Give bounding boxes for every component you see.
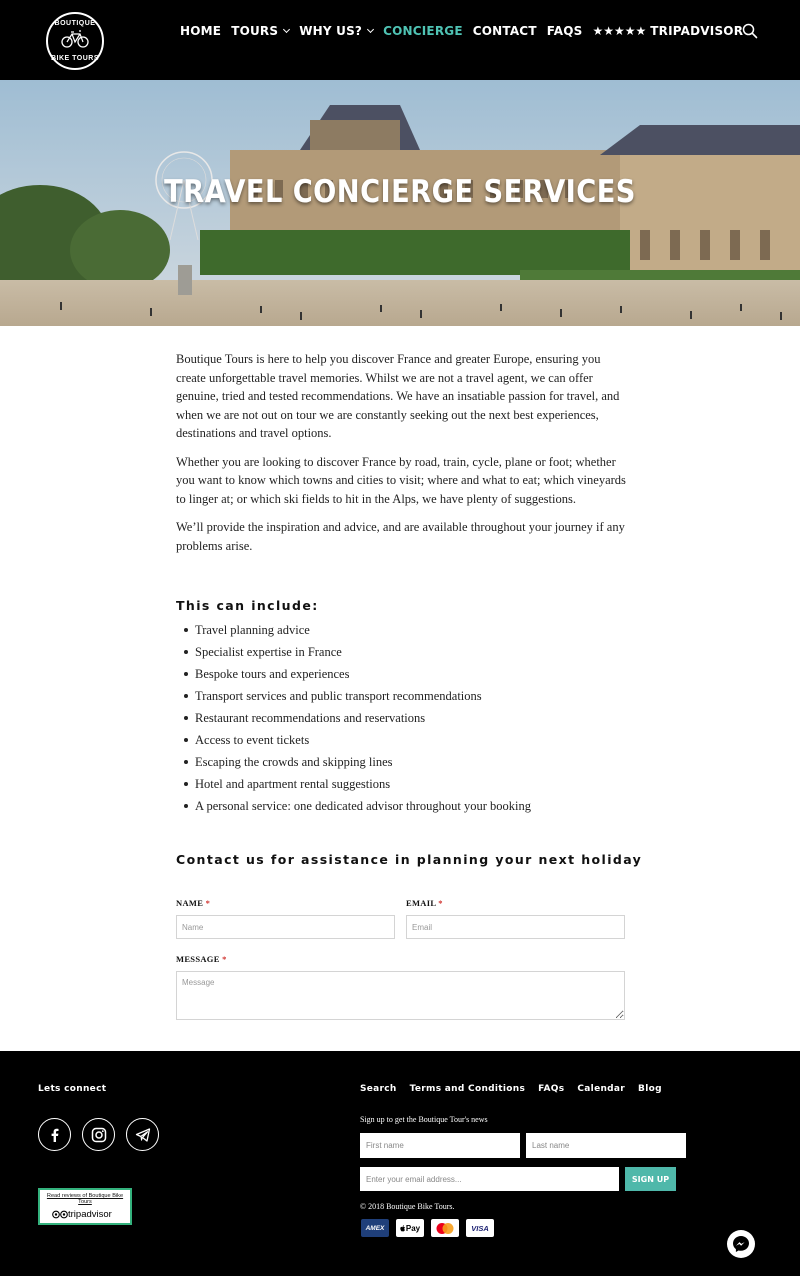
footer-link-terms[interactable]: Terms and Conditions [409,1084,526,1094]
visa-icon [466,1219,494,1237]
first-name-input[interactable] [360,1133,520,1158]
hero-banner [0,80,800,326]
logo[interactable] [46,12,104,70]
nav-contact[interactable] [473,24,537,38]
name-field[interactable] [176,915,395,939]
footer-link-faqs[interactable]: FAQs [538,1084,565,1094]
tripadvisor-logo [52,1209,112,1220]
search-icon[interactable] [742,23,758,39]
main-nav [180,22,743,40]
list-item: Access to event tickets [195,729,531,751]
amex-icon [361,1219,389,1237]
facebook-icon [48,1128,62,1142]
newsletter-email-input[interactable] [360,1167,619,1191]
nav-tripadvisor[interactable] [592,24,743,38]
email-label-text: EMAIL [406,898,436,908]
contact-heading: Contact us for assistance in planning your next holiday [176,852,643,867]
nav-faqs-label: FAQS [546,24,583,38]
nav-home-label: HOME [180,24,222,38]
apple-pay-icon [396,1219,424,1237]
list-item: Specialist expertise in France [195,641,531,663]
instagram-icon [91,1127,107,1143]
instagram-button[interactable] [82,1118,115,1151]
mastercard-icon [431,1219,459,1237]
mastercard-circles [435,1222,455,1235]
required-mark: * [205,898,211,908]
telegram-button[interactable] [126,1118,159,1151]
nav-tripadvisor-label: TRIPADVISOR [650,24,744,38]
telegram-icon [135,1127,151,1143]
list-item: Bespoke tours and experiences [195,663,531,685]
list-item: Travel planning advice [195,619,531,641]
nav-concierge[interactable] [383,24,463,38]
tripadvisor-owl-icon [52,1210,68,1219]
required-mark: * [222,954,227,964]
footer-link-search[interactable]: Search [360,1084,397,1094]
list-item: Hotel and apartment rental suggestions [195,773,531,795]
nav-why-us[interactable] [299,24,373,38]
nav-why-us-label: WHY US? [299,24,363,38]
message-field[interactable] [176,971,625,1020]
tripadvisor-badge[interactable] [38,1188,132,1225]
signup-button[interactable]: SIGN UP [625,1167,676,1191]
bicycle-icon [61,28,89,50]
footer-links [360,1084,662,1094]
email-label [406,898,443,908]
copyright: © 2018 Boutique Bike Tours. [360,1202,455,1211]
intro-paragraph: We’ll provide the inspiration and advice, and are available throughout your journey if any problems arise. [176,520,625,553]
logo-bottom-text: BIKE TOURS [50,55,100,62]
message-label-text: MESSAGE [176,954,220,964]
footer-link-blog[interactable]: Blog [638,1084,662,1094]
name-label [176,898,210,908]
nav-contact-label: CONTACT [472,24,537,38]
email-field[interactable] [406,915,625,939]
site-header [0,0,800,80]
nav-concierge-label: CONCIERGE [383,24,463,38]
nav-tours-label: TOURS [231,24,279,38]
amex-label: AMEX [365,1224,385,1232]
list-item: Transport services and public transport recommendations [195,685,531,707]
tripadvisor-logo-text: tripadvisor [68,1209,112,1220]
footer-link-calendar[interactable]: Calendar [577,1084,626,1094]
chevron-down-icon [283,26,290,33]
intro-paragraph: Boutique Tours is here to help you discover France and greater Europe, ensuring you create unforgettable travel memories. Whilst we are not a travel agent, we can offer genuine, tried and tested recommendations. We have an insatiable passion for travel, and when we are not out on tour we are constantly seeking out the next best experiences, destinations and travel options. [176,352,620,440]
includes-heading: This can include: [176,598,319,613]
logo-top-text: BOUTIQUE [54,20,96,27]
list-item: Restaurant recommendations and reservations [195,707,531,729]
list-item: A personal service: one dedicated advisor throughout your booking [195,795,531,817]
message-label [176,954,227,964]
nav-faqs[interactable] [547,24,583,38]
visa-label: VISA [471,1223,489,1233]
apple-pay-label: Pay [405,1223,421,1233]
messenger-chat-button[interactable] [727,1230,755,1258]
tripadvisor-badge-text: Read reviews of Boutique Bike Tours [46,1193,124,1205]
chevron-down-icon [367,26,374,33]
name-label-text: NAME [176,898,204,908]
site-footer [0,1051,800,1276]
includes-list [195,619,531,817]
nav-home[interactable] [180,24,221,38]
required-mark: * [438,898,443,908]
connect-heading: Lets connect [38,1084,107,1094]
newsletter-text: Sign up to get the Boutique Tour's news [360,1115,488,1124]
nav-tours[interactable] [231,24,289,38]
intro-section [176,350,626,565]
last-name-input[interactable] [526,1133,686,1158]
page-title: TRAVEL CONCIERGE SERVICES [164,174,636,210]
intro-paragraph: Whether you are looking to discover France by road, train, cycle, plane or foot; whether you want to know which towns and cities to visit; where and what to eat; which vineyards to linger at; or which ski fields to hit in the Alps, we have plenty of suggestions. [176,454,626,506]
list-item: Escaping the crowds and skipping lines [195,751,531,773]
facebook-button[interactable] [38,1118,71,1151]
messenger-icon [732,1235,750,1253]
star-rating-icon: ★★★★★ [592,24,647,38]
